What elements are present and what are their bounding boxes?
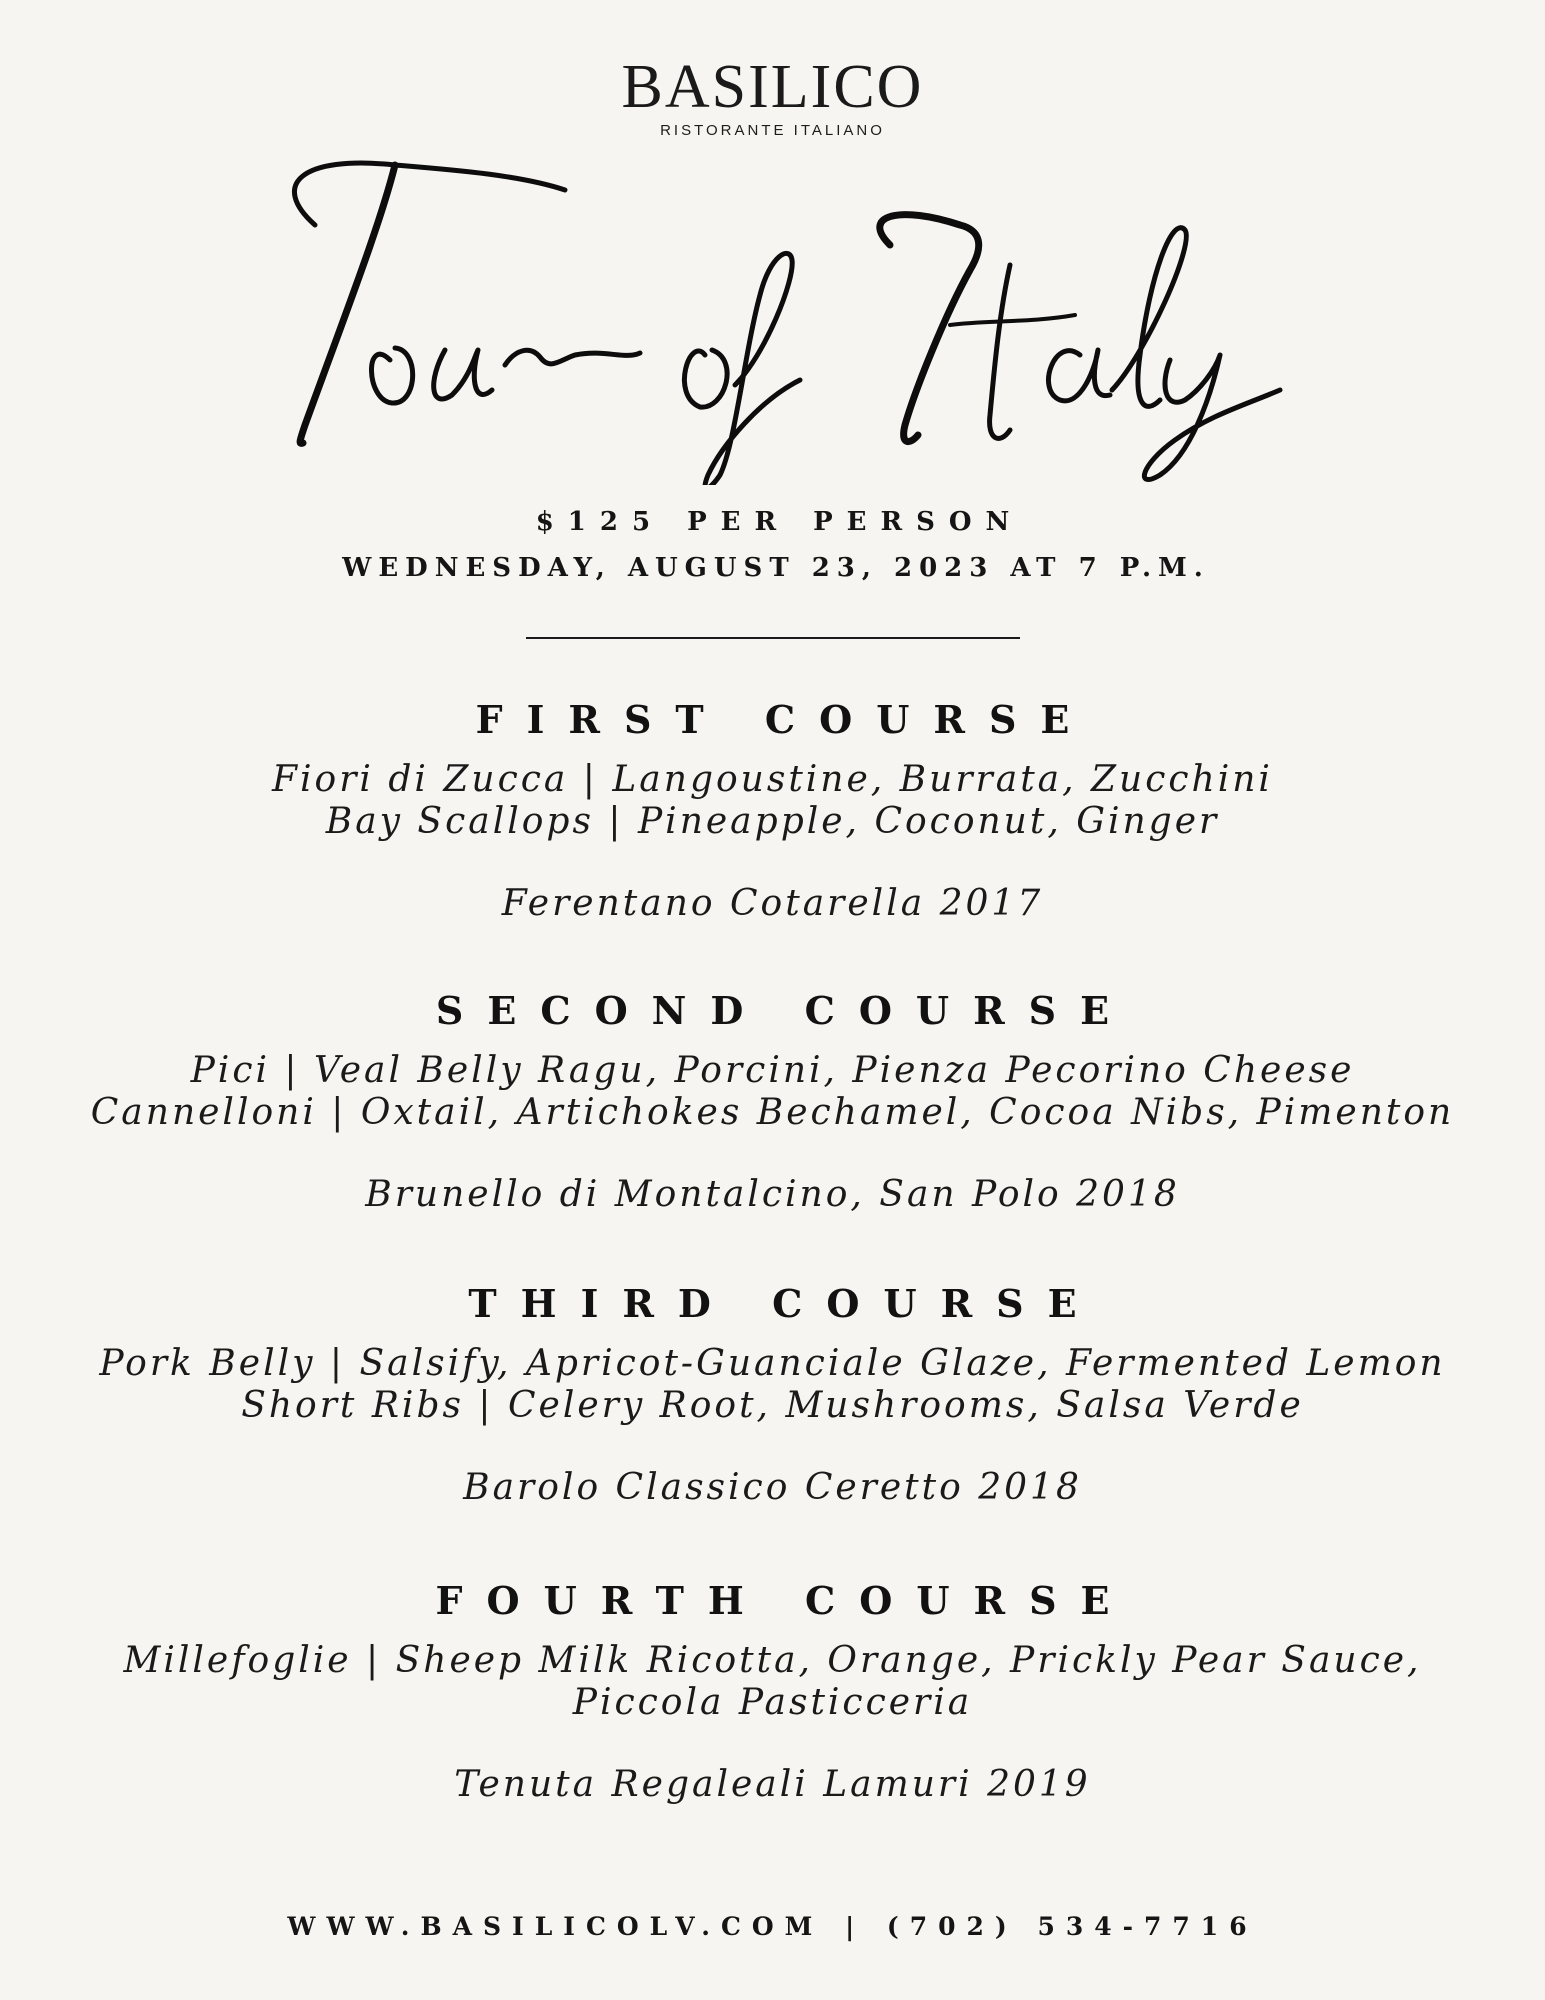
section-divider <box>526 637 1020 639</box>
wine-pairing: Barolo Classico Ceretto 2018 <box>463 1467 1082 1508</box>
course-heading: FOURTH COURSE <box>435 1578 1134 1623</box>
footer-separator: | <box>845 1912 866 1941</box>
course-heading: SECOND COURSE <box>435 988 1134 1033</box>
dish-list <box>0 759 1545 843</box>
course-section-first <box>0 699 1545 925</box>
dish-item: Pici | Veal Belly Ragu, Porcini, Pienza Pecorino Cheese <box>190 1050 1355 1091</box>
dish-item: Bay Scallops | Pineapple, Coconut, Ginger <box>325 801 1220 842</box>
brand-subtitle: RISTORANTE ITALIANO <box>660 122 885 139</box>
brand-name: BASILICO <box>621 53 924 121</box>
dish-item: Millefoglie | Sheep Milk Ricotta, Orange, Prickly Pear Sauce, <box>123 1640 1422 1681</box>
dish-item: Short Ribs | Celery Root, Mushrooms, Salsa Verde <box>241 1385 1304 1426</box>
event-title-script <box>0 145 1545 485</box>
phone-number[interactable]: (702) 534-7716 <box>886 1912 1258 1941</box>
price-per-person: $125 PER PERSON <box>535 507 1024 537</box>
dish-list <box>0 1343 1545 1427</box>
event-details <box>0 507 1545 583</box>
course-section-third <box>0 1283 1545 1509</box>
course-heading: THIRD COURSE <box>468 1281 1101 1326</box>
wine-pairing: Tenuta Regaleali Lamuri 2019 <box>454 1764 1091 1805</box>
dish-list <box>0 1640 1545 1724</box>
event-datetime: WEDNESDAY, AUGUST 23, 2023 AT 7 P.M. <box>342 553 1210 583</box>
wine-pairing: Ferentano Cotarella 2017 <box>501 883 1044 924</box>
dish-item: Piccola Pasticceria <box>572 1682 973 1723</box>
dish-item: Cannelloni | Oxtail, Artichokes Bechamel, Cocoa Nibs, Pimenton <box>90 1092 1455 1133</box>
dish-list <box>0 1050 1545 1134</box>
course-heading: FIRST COURSE <box>475 697 1094 742</box>
dish-item: Pork Belly | Salsify, Apricot-Guanciale Glaze, Fermented Lemon <box>99 1343 1446 1384</box>
wine-pairing: Brunello di Montalcino, San Polo 2018 <box>365 1174 1180 1215</box>
website-link[interactable]: WWW.BASILICOLV.COM <box>287 1912 824 1941</box>
footer-contact <box>0 1912 1545 1942</box>
course-section-fourth <box>0 1580 1545 1806</box>
brand-logo <box>0 53 1545 140</box>
course-section-second <box>0 990 1545 1216</box>
dish-item: Fiori di Zucca | Langoustine, Burrata, Zucchini <box>272 759 1273 800</box>
